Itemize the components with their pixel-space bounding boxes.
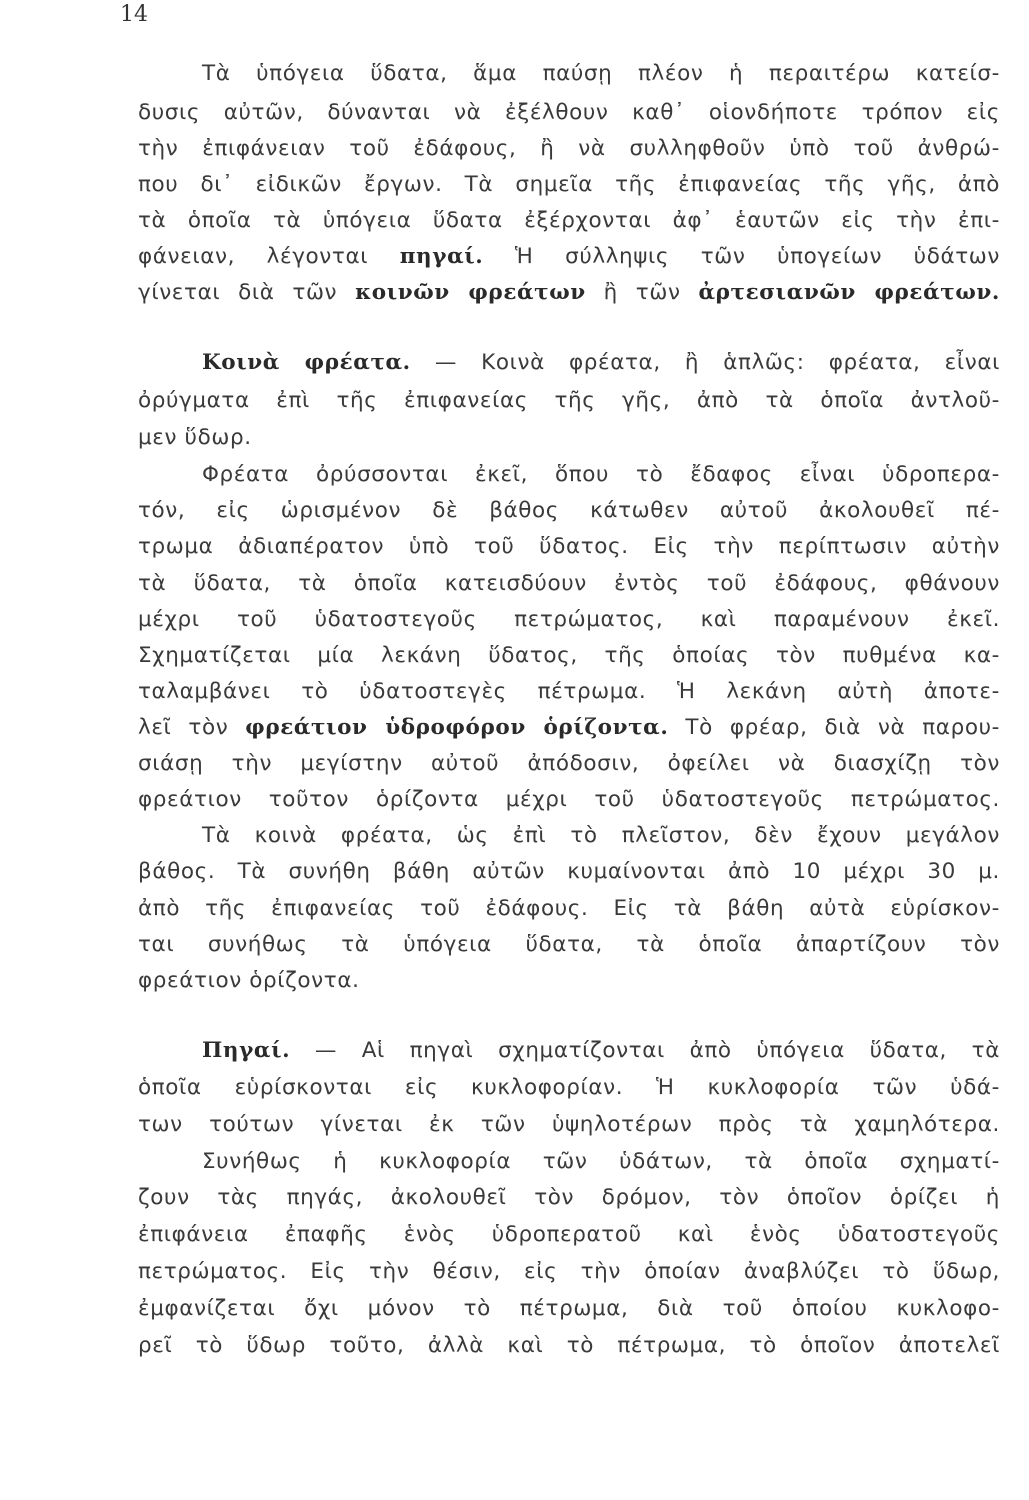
text-line: φρεάτιον τοῦτον ὁρίζοντα μέχρι τοῦ ὑδατοστεγοῦς πετρώματος. xyxy=(138,787,1000,812)
text-line: λεῖ τὸν φρεάτιον ὑδροφόρον ὁρίζοντα. Τὸ φρέαρ, διὰ νὰ παρου- xyxy=(138,715,1000,740)
term-pigai: πηγαί. xyxy=(399,244,484,269)
text-line: ταλαμβάνει τὸ ὑδατοστεγὲς πέτρωμα. Ἡ λεκάνη αὐτὴ ἀποτε- xyxy=(138,679,1000,704)
text-line: ὁποῖα εὑρίσκονται εἰς κυκλοφορίαν. Ἡ κυκλοφορία τῶν ὑδά- xyxy=(138,1075,1000,1100)
text-line: ζουν τὰς πηγάς, ἀκολουθεῖ τὸν δρόμον, τὸν ὁποῖον ὁρίζει ἡ xyxy=(138,1185,1000,1210)
term-koina-freata: κοινῶν φρεάτων xyxy=(355,280,586,305)
text-line: Πηγαί. — Αἱ πηγαὶ σχηματίζονται ἀπὸ ὑπόγεια ὕδατα, τὰ xyxy=(202,1038,1000,1063)
text-line: τὴν ἐπιφάνειαν τοῦ ἐδάφους, ἢ νὰ συλληφθοῦν ὑπὸ τοῦ ἀνθρώ- xyxy=(138,136,1000,161)
text-line: που δι᾽ εἰδικῶν ἔργων. Τὰ σημεῖα τῆς ἐπιφανείας τῆς γῆς, ἀπὸ xyxy=(138,172,1000,197)
text-line: των τούτων γίνεται ἐκ τῶν ὑψηλοτέρων πρὸς τὰ χαμηλότερα. xyxy=(138,1112,1000,1137)
text-line: ἐμφανίζεται ὄχι μόνον τὸ πέτρωμα, διὰ τοῦ ὁποίου κυκλοφο- xyxy=(138,1296,1000,1321)
section-heading-pigai: Πηγαί. xyxy=(202,1038,291,1063)
text-line: ται συνήθως τὰ ὑπόγεια ὕδατα, τὰ ὁποῖα ἀπαρτίζουν τὸν xyxy=(138,932,1000,957)
text-line: γίνεται διὰ τῶν κοινῶν φρεάτων ἢ τῶν ἀρτεσιανῶν φρεάτων. xyxy=(138,280,1000,305)
text-line: πετρώματος. Εἰς τὴν θέσιν, εἰς τὴν ὁποίαν ἀναβλύζει τὸ ὕδωρ, xyxy=(138,1259,1000,1284)
section-heading-koina-freata: Κοινὰ φρέατα. xyxy=(202,350,411,375)
text-line: βάθος. Τὰ συνήθη βάθη αὐτῶν κυμαίνονται ἀπὸ 10 μέχρι 30 μ. xyxy=(138,859,1000,884)
text-line: φάνειαν, λέγονται πηγαί. Ἡ σύλληψις τῶν ὑπογείων ὑδάτων xyxy=(138,244,1000,269)
text-line: φρεάτιον ὁρίζοντα. xyxy=(138,968,360,993)
term-freation-orizon: φρεάτιον ὑδροφόρον ὁρίζοντα. xyxy=(245,715,669,740)
text-line: Φρέατα ὀρύσσονται ἐκεῖ, ὅπου τὸ ἔδαφος εἶναι ὑδροπερα- xyxy=(202,462,1000,487)
text-line: ἐπιφάνεια ἐπαφῆς ἑνὸς ὑδροπερατοῦ καὶ ἑνὸς ὑδατοστεγοῦς xyxy=(138,1222,1000,1247)
text-line: τρωμα ἀδιαπέρατον ὑπὸ τοῦ ὕδατος. Εἰς τὴν περίπτωσιν αὐτὴν xyxy=(138,534,1000,559)
text-line: μέχρι τοῦ ὑδατοστεγοῦς πετρώματος, καὶ παραμένουν ἐκεῖ. xyxy=(138,607,1000,632)
text-line: ρεῖ τὸ ὕδωρ τοῦτο, ἀλλὰ καὶ τὸ πέτρωμα, τὸ ὁποῖον ἀποτελεῖ xyxy=(138,1333,1000,1358)
text-line: Συνήθως ἡ κυκλοφορία τῶν ὑδάτων, τὰ ὁποῖα σχηματί- xyxy=(202,1149,1000,1174)
text-line: σιάσῃ τὴν μεγίστην αὐτοῦ ἀπόδοσιν, ὀφείλει νὰ διασχίζῃ τὸν xyxy=(138,751,1000,776)
page-number: 14 xyxy=(120,2,148,27)
text-line: ἀπὸ τῆς ἐπιφανείας τοῦ ἐδάφους. Εἰς τὰ βάθη αὐτὰ εὑρίσκον- xyxy=(138,896,1000,921)
text-line: Σχηματίζεται μία λεκάνη ὕδατος, τῆς ὁποίας τὸν πυθμένα κα- xyxy=(138,643,1000,668)
text-line: τὰ ὁποῖα τὰ ὑπόγεια ὕδατα ἐξέρχονται ἀφ᾽ ἑαυτῶν εἰς τὴν ἐπι- xyxy=(138,208,1000,233)
term-artesiana-freata: ἀρτεσιανῶν φρεάτων. xyxy=(698,280,1000,305)
text-line: Τὰ ὑπόγεια ὕδατα, ἅμα παύσῃ πλέον ἡ περαιτέρω κατείσ- xyxy=(202,61,1000,86)
text-line: τὰ ὕδατα, τὰ ὁποῖα κατεισδύουν ἐντὸς τοῦ ἐδάφους, φθάνουν xyxy=(138,571,1000,596)
text-line: ὀρύγματα ἐπὶ τῆς ἐπιφανείας τῆς γῆς, ἀπὸ τὰ ὁποῖα ἀντλοῦ- xyxy=(138,388,1000,413)
text-line: δυσις αὐτῶν, δύνανται νὰ ἐξέλθουν καθ᾽ οἱονδήποτε τρόπον εἰς xyxy=(138,100,1000,125)
text-line: μεν ὕδωρ. xyxy=(138,425,252,450)
text-line: Τὰ κοινὰ φρέατα, ὡς ἐπὶ τὸ πλεῖστον, δὲν ἔχουν μεγάλον xyxy=(202,823,1000,848)
text-line: Κοινὰ φρέατα. — Κοινὰ φρέατα, ἢ ἁπλῶς: φρέατα, εἶναι xyxy=(202,350,1000,375)
text-line: τόν, εἰς ὡρισμένον δὲ βάθος κάτωθεν αὐτοῦ ἀκολουθεῖ πέ- xyxy=(138,498,1000,523)
